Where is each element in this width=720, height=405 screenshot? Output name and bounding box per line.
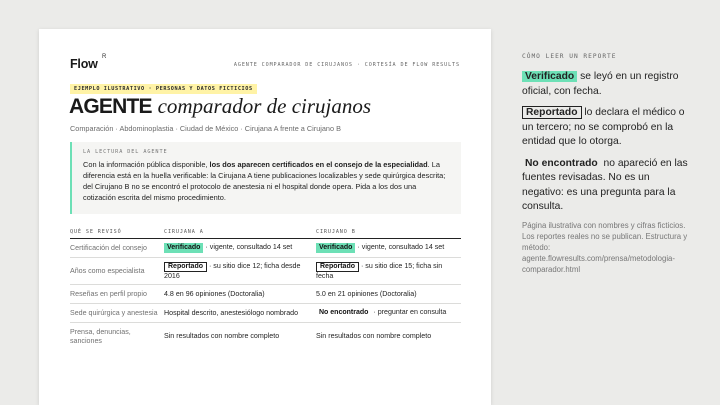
header-meta: AGENTE COMPARADOR DE CIRUJANOS · CORTESÍA DE FLOW RESULTS (233, 62, 460, 68)
cell-surgeon-b (316, 262, 461, 281)
reading-text-bold: los dos aparecen certificados en el consejo de la especialidad (209, 160, 428, 169)
cell-surgeon-b (316, 243, 461, 253)
legend-title: CÓMO LEER UN REPORTE (522, 53, 617, 60)
cell-surgeon-a: 4.8 en 96 opiniones (Doctoralia) (164, 290, 265, 298)
table-row (70, 323, 461, 353)
column-header-surgeon-b: CIRUJANO B (316, 229, 356, 235)
cell-surgeon-a (164, 243, 310, 253)
table-header (70, 225, 461, 239)
registered-mark: R (102, 54, 107, 60)
verified-badge: Verificado (316, 243, 355, 253)
title-italic: comparador de cirujanos (157, 94, 372, 118)
breadcrumb: Comparación · Abdominoplastia · Ciudad de México · Cirujana A frente a Cirujano B (70, 124, 341, 133)
cell-text: · vigente, consultado 14 set (355, 243, 445, 251)
legend-verified (522, 70, 690, 99)
title-bold: AGENTE (69, 95, 152, 118)
cell-surgeon-a: Sin resultados con nombre completo (164, 332, 280, 340)
table-row (70, 304, 461, 323)
cell-surgeon-b (316, 308, 461, 318)
legend-not-found (522, 157, 690, 215)
legend-reported-text: lo declara el médico o un tercero; no se comprobó en la entidad que lo otorga. (522, 107, 685, 147)
legend-verified-text: se leyó en un registro oficial, con fecha. (522, 71, 679, 97)
reading-label: LA LECTURA DEL AGENTE (83, 149, 168, 155)
row-label: Años como especialista (70, 267, 145, 275)
report-sheet (39, 29, 491, 405)
column-header-surgeon-a: CIRUJANA A (164, 229, 204, 235)
reported-badge: Reportado (522, 106, 582, 119)
table-row (70, 258, 461, 285)
cell-surgeon-a (164, 262, 310, 281)
reading-text (83, 159, 451, 203)
page-title (69, 95, 371, 118)
legend-reported (522, 106, 690, 150)
row-label: Prensa, denuncias, sanciones (70, 328, 131, 345)
legend-not-found-text: no apareció en las fuentes revisadas. No es un negativo: es una pregunta para la consulta. (522, 157, 688, 212)
not-found-badge: No encontrado (319, 309, 369, 316)
verified-badge: Verificado (522, 71, 577, 82)
cell-surgeon-b: 5.0 en 21 opiniones (Doctoralia) (316, 290, 417, 298)
reported-badge: Reportado (316, 262, 359, 272)
reported-badge: Reportado (164, 262, 207, 272)
cell-text: · preguntar en consulta (371, 308, 447, 316)
cell-text: · vigente, consultado 14 set (203, 243, 293, 251)
not-found-badge: No encontrado (525, 157, 598, 169)
table-row (70, 239, 461, 258)
table-row (70, 285, 461, 304)
cell-text: · su sitio dice 12; ficha desde 2016 (164, 262, 301, 280)
agent-reading-box (70, 142, 461, 214)
column-header-checked: QUÉ SE REVISÓ (70, 229, 122, 235)
illustrative-tag: EJEMPLO ILUSTRATIVO · PERSONAS Y DATOS FICTICIOS (70, 84, 257, 94)
reading-text-pre: Con la información pública disponible, (83, 160, 210, 169)
comparison-table (70, 225, 461, 353)
verified-badge: Verificado (164, 243, 203, 253)
disclaimer-footer: Página ilustrativa con nombres y cifras ficticios. Los reportes reales no se publican. Estructura y método: agente.flowresults.com/prensa/metodologia-comparador.html (522, 221, 688, 274)
cell-surgeon-a: Hospital descrito, anestesiólogo nombrado (164, 309, 299, 317)
legend-sidebar (522, 53, 690, 274)
cell-surgeon-b: Sin resultados con nombre completo (316, 332, 432, 340)
row-label: Sede quirúrgica y anestesia (70, 309, 158, 317)
report-header (70, 54, 460, 73)
cell-text: · su sitio dice 15; ficha sin fecha (316, 262, 443, 280)
reading-text-post: . La diferencia está en la huella verificable: la Cirujana A tiene publicaciones localizables y sede quirúrgica descrita; del Cirujano B no se encontró el protocolo de anestesia ni el hospital donde opera. Pida a los dos una cotización escrita del mismo procedimiento. (83, 160, 446, 202)
flow-logo: Flow (70, 57, 98, 71)
row-label: Certificación del consejo (70, 244, 147, 252)
row-label: Reseñas en perfil propio (70, 290, 147, 298)
